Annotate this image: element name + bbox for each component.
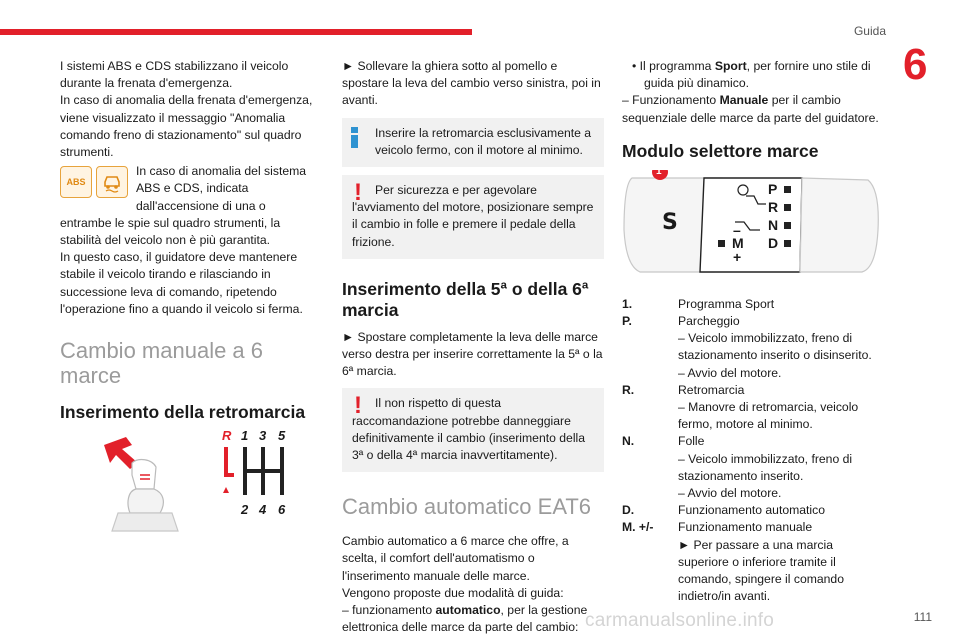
indicator-r [784, 204, 791, 211]
legend-row-neutral: N. Folle – Veicolo immobilizzato, freno di stazionamento inserito. – Avvio del motore. [622, 434, 853, 501]
gear-label-3: 3 [259, 428, 267, 444]
indicator-d [784, 240, 791, 247]
manual-minus-label: – [733, 221, 741, 238]
manual-plus-label: + [733, 248, 742, 265]
abs-note-block [60, 163, 315, 249]
warning-note-2 [342, 388, 604, 472]
legend-row-park: P. Parcheggio – Veicolo immobilizzato, freno di stazionamento inserito o disinserito. – Avvio del motore. [622, 314, 872, 380]
gear-label-reverse: R [222, 428, 232, 444]
subtitle-selector-module: Modulo selettore marce [622, 140, 819, 161]
gear-r-label: R [768, 198, 779, 215]
section-title-automatic: Cambio automatico EAT6 [342, 494, 592, 520]
indicator-p [784, 186, 791, 193]
eat6-automatic-text: – funzionamento automatico, per la gestione elettronica delle marce da parte del cambio: [342, 603, 588, 635]
gear-shift-pattern [220, 443, 300, 503]
gear-selector-illustration [622, 165, 884, 280]
driver-note-text: In questo caso, il guidatore deve mantenere stabile il veicolo tirando e rilasciando in successione leva di comando, ripetendo l'operazione fino a quando il veicolo si ferma. [60, 250, 303, 316]
cds-warning-icon [96, 166, 128, 198]
column-3 [622, 58, 884, 605]
gear-label-6: 6 [278, 502, 286, 518]
column-2 [342, 58, 604, 636]
chapter-number: 6 [903, 40, 928, 89]
gear-label-2: 2 [241, 502, 249, 518]
legend-row-sport: 1. Programma Sport [622, 296, 775, 311]
section-label: Guida [853, 24, 886, 38]
gear-pattern [220, 427, 310, 527]
warning-icon: ! [354, 392, 362, 420]
indicator-m [718, 240, 725, 247]
legend-row-manual: M. +/- Funzionamento manuale ► Per passare a una marcia superiore o inferiore tramite il comando, spingere il comando indietro/in avanti. [622, 520, 844, 604]
abs-warning-icon: ABS [60, 166, 92, 198]
warning-icon: ! [354, 179, 362, 207]
indicator-n [784, 222, 791, 229]
legend-row-drive: D. Funzionamento automatico [622, 503, 826, 518]
gear-p-label: P [768, 180, 778, 197]
intro-text: I sistemi ABS e CDS stabilizzano il veicolo durante la frenata d'emergenza. [60, 59, 289, 91]
warning-note-2-text: Il non rispetto di questa raccomandazione potrebbe danneggiare definitivamente il cambio (inserimento della 3ª o della 4ª marcia inavvertitamente). [352, 396, 586, 463]
reverse-step-text: ► Sollevare la ghiera sotto al pomello e spostare la leva del cambio verso sinistra, poi in avanti. [342, 59, 601, 108]
gear-label-1: 1 [241, 428, 249, 444]
gear-label-5: 5 [278, 428, 286, 444]
manual-m-label: M [732, 234, 744, 251]
manual-mode-text: – Funzionamento Manuale per il cambio sequenziale delle marce da parte del guidatore. [622, 93, 879, 125]
subtitle-reverse: Inserimento della retromarcia [60, 402, 306, 423]
reverse-gear-illustration [60, 428, 315, 533]
legend-row-reverse: R. Retromarcia – Manovre di retromarcia, veicolo fermo, motore al minimo. [622, 382, 859, 432]
warning-icons [60, 166, 128, 198]
sport-button-label[interactable]: S [662, 209, 678, 235]
column-1 [60, 58, 315, 533]
section-title-manual: Cambio manuale a 6 marce [60, 338, 264, 389]
5th-6th-step-text: ► Spostare completamente la leva delle marce verso destra per inserire correttamente la 5ª o la 6ª marcia. [342, 329, 603, 379]
eat6-intro-text: Cambio automatico a 6 marce che offre, a scelta, il comfort dell'automatismo o l'inserimento manuale delle marce. [342, 534, 569, 583]
subtitle-5th-6th: Inserimento della 5ª o della 6ª marcia [342, 278, 589, 320]
gear-d-label: D [768, 234, 779, 251]
gear-label-4: 4 [259, 502, 267, 518]
callout-number: 1 [656, 165, 662, 177]
eat6-modes-text: Vengono proposte due modalità di guida: [342, 585, 564, 600]
info-note [342, 118, 604, 167]
watermark: carmanualsonline.info [585, 610, 775, 631]
warning-note-1-text: Per sicurezza e per agevolare l'avviamento del motore, posizionare sempre il cambio in folle e premere il pedale della frizione. [352, 183, 594, 249]
gear-n-label: N [768, 216, 779, 233]
sport-bullet-text: • Il programma Sport, per fornire uno stile di guida più dinamico. [632, 59, 871, 91]
selector-legend [622, 296, 884, 606]
info-icon [351, 127, 359, 149]
info-note-text: Inserire la retromarcia esclusivamente a veicolo fermo, con il motore al minimo. [375, 125, 592, 157]
page-number: 111 [913, 610, 932, 624]
warning-note-1 [342, 175, 604, 259]
header-accent-bar [0, 29, 472, 35]
anomaly-text: In caso di anomalia della frenata d'emergenza, viene visualizzato il messaggio "Anomalia comando freno di stazionamento" sul quadro strumenti. [60, 93, 313, 160]
abs-note-text: In caso di anomalia del sistema ABS e CDS, indicata dall'accensione di una o entrambe le spie sul quadro strumenti, la stabilità del veicolo non è più garantita. [60, 164, 307, 248]
